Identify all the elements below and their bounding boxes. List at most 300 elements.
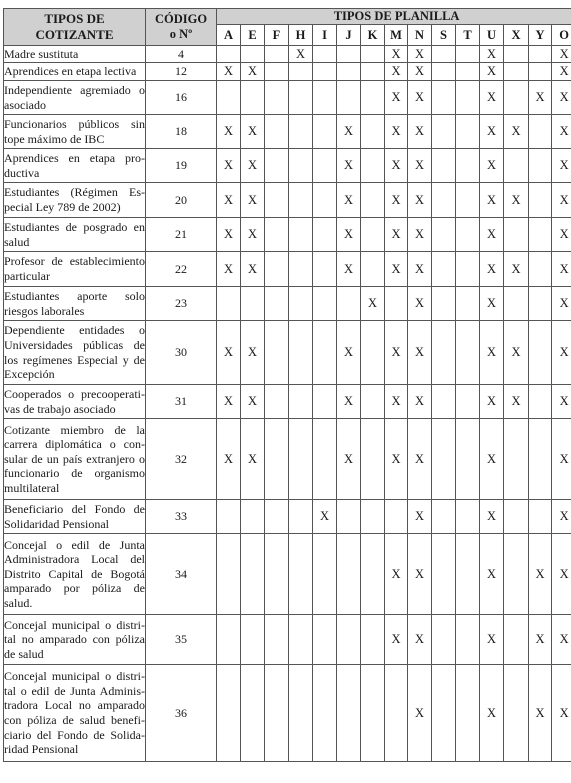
planilla-mark: [289, 63, 313, 81]
planilla-mark: X: [337, 321, 361, 385]
planilla-mark: X: [552, 615, 571, 665]
cotizante-name: Estudiantes de posgrado en salud: [4, 218, 146, 252]
planilla-mark: [337, 500, 361, 534]
planilla-mark: X: [504, 115, 529, 149]
planilla-mark: [504, 63, 529, 81]
planilla-mark: [504, 500, 529, 534]
planilla-mark: [432, 665, 456, 762]
planilla-mark: [265, 615, 289, 665]
cotizante-name: Estudiantes (Régimen Es-pecial Ley 789 de 2002): [4, 183, 146, 218]
planilla-mark: [432, 252, 456, 287]
planilla-mark: X: [480, 321, 504, 385]
planilla-mark: [337, 615, 361, 665]
planilla-mark: [529, 321, 552, 385]
planilla-mark: [337, 81, 361, 115]
planilla-mark: [265, 81, 289, 115]
planilla-mark: X: [385, 419, 408, 500]
planilla-mark: [361, 115, 385, 149]
planilla-mark: X: [241, 149, 265, 183]
header-codigo-sub: o Nº: [169, 27, 193, 41]
planilla-mark: [385, 665, 408, 762]
planilla-mark: [529, 252, 552, 287]
table-row: [4, 252, 571, 287]
planilla-mark: [217, 665, 241, 762]
cotizante-table: [3, 8, 571, 762]
planilla-mark: X: [408, 287, 432, 321]
planilla-mark: X: [552, 419, 571, 500]
planilla-mark: [361, 419, 385, 500]
table-row: [4, 115, 571, 149]
planilla-mark: [504, 419, 529, 500]
planilla-mark: X: [480, 218, 504, 252]
planilla-mark: X: [529, 81, 552, 115]
table-row: [4, 615, 571, 665]
planilla-mark: [361, 321, 385, 385]
planilla-mark: [456, 46, 480, 63]
planilla-mark: [337, 63, 361, 81]
header-codigo: [146, 9, 217, 46]
planilla-mark: X: [408, 149, 432, 183]
planilla-mark: [456, 419, 480, 500]
header-letter: X: [504, 25, 529, 46]
planilla-mark: X: [529, 534, 552, 615]
planilla-mark: [241, 500, 265, 534]
planilla-mark: [361, 81, 385, 115]
planilla-mark: [432, 149, 456, 183]
header-codigo-label: CÓDIGO: [154, 12, 208, 26]
planilla-mark: X: [552, 665, 571, 762]
cotizante-code: 32: [146, 419, 217, 500]
header-letter: U: [480, 25, 504, 46]
planilla-mark: X: [552, 500, 571, 534]
planilla-mark: X: [385, 252, 408, 287]
planilla-mark: [241, 81, 265, 115]
planilla-mark: [361, 500, 385, 534]
planilla-mark: [241, 665, 265, 762]
planilla-mark: X: [289, 46, 313, 63]
cotizante-name: Cotizante miembro de la carrera diplomática o con-sular de un país extranjero o funcionario de organismo multilateral: [4, 419, 146, 500]
planilla-mark: X: [241, 63, 265, 81]
planilla-mark: [265, 46, 289, 63]
header-letter: O: [552, 25, 571, 46]
planilla-mark: [529, 287, 552, 321]
planilla-mark: [289, 615, 313, 665]
planilla-mark: [432, 287, 456, 321]
planilla-mark: [456, 500, 480, 534]
cotizante-code: 36: [146, 665, 217, 762]
planilla-mark: [432, 615, 456, 665]
planilla-mark: X: [385, 115, 408, 149]
planilla-mark: X: [361, 287, 385, 321]
planilla-mark: X: [504, 252, 529, 287]
planilla-mark: X: [217, 115, 241, 149]
planilla-mark: X: [241, 385, 265, 419]
planilla-mark: [361, 665, 385, 762]
planilla-mark: [529, 63, 552, 81]
cotizante-code: 20: [146, 183, 217, 218]
planilla-mark: X: [480, 252, 504, 287]
planilla-mark: X: [504, 321, 529, 385]
planilla-mark: X: [337, 385, 361, 419]
planilla-mark: X: [480, 149, 504, 183]
planilla-mark: X: [552, 321, 571, 385]
table-row: [4, 149, 571, 183]
planilla-mark: [361, 534, 385, 615]
table-row: [4, 500, 571, 534]
planilla-mark: [432, 63, 456, 81]
planilla-mark: X: [408, 63, 432, 81]
planilla-mark: X: [408, 183, 432, 218]
planilla-mark: [456, 115, 480, 149]
planilla-mark: X: [217, 183, 241, 218]
planilla-mark: X: [337, 115, 361, 149]
header-letter: M: [385, 25, 408, 46]
planilla-mark: X: [529, 615, 552, 665]
cotizante-code: 30: [146, 321, 217, 385]
planilla-mark: X: [552, 63, 571, 81]
planilla-mark: X: [408, 534, 432, 615]
planilla-mark: [385, 287, 408, 321]
planilla-mark: [289, 183, 313, 218]
planilla-mark: [456, 218, 480, 252]
planilla-mark: X: [337, 419, 361, 500]
cotizante-code: 31: [146, 385, 217, 419]
planilla-mark: [504, 81, 529, 115]
planilla-mark: [361, 615, 385, 665]
header-letter: N: [408, 25, 432, 46]
planilla-mark: [265, 115, 289, 149]
planilla-mark: X: [552, 149, 571, 183]
cotizante-name: Profesor de establecimiento particular: [4, 252, 146, 287]
planilla-mark: X: [217, 419, 241, 500]
planilla-mark: [289, 665, 313, 762]
planilla-mark: [217, 46, 241, 63]
table-row: [4, 287, 571, 321]
header-letter: F: [265, 25, 289, 46]
planilla-mark: X: [217, 218, 241, 252]
planilla-mark: X: [480, 419, 504, 500]
cotizante-name: Cooperados o precooperati-vas de trabajo asociado: [4, 385, 146, 419]
planilla-mark: X: [385, 81, 408, 115]
planilla-mark: X: [504, 183, 529, 218]
planilla-mark: X: [552, 534, 571, 615]
planilla-mark: [265, 665, 289, 762]
planilla-mark: [504, 218, 529, 252]
planilla-mark: [265, 534, 289, 615]
planilla-mark: X: [385, 534, 408, 615]
planilla-mark: [265, 218, 289, 252]
planilla-mark: X: [337, 149, 361, 183]
planilla-mark: X: [385, 46, 408, 63]
planilla-mark: X: [337, 183, 361, 218]
planilla-mark: X: [480, 615, 504, 665]
cotizante-code: 22: [146, 252, 217, 287]
planilla-mark: [529, 218, 552, 252]
planilla-mark: [217, 615, 241, 665]
planilla-mark: [217, 81, 241, 115]
planilla-mark: X: [480, 665, 504, 762]
planilla-mark: [432, 115, 456, 149]
planilla-mark: X: [241, 183, 265, 218]
cotizante-code: 12: [146, 63, 217, 81]
table-row: [4, 665, 571, 762]
planilla-mark: [432, 321, 456, 385]
cotizante-name: Concejal municipal o distri-tal no amparado con póliza de salud: [4, 615, 146, 665]
planilla-mark: [432, 81, 456, 115]
cotizante-code: 4: [146, 46, 217, 63]
table-row: [4, 63, 571, 81]
planilla-mark: X: [385, 183, 408, 218]
planilla-mark: [313, 63, 337, 81]
planilla-mark: [289, 149, 313, 183]
cotizante-name: Madre sustituta: [4, 46, 146, 63]
planilla-mark: [241, 287, 265, 321]
planilla-mark: [456, 287, 480, 321]
cotizante-name: Estudiantes aporte solo riesgos laborales: [4, 287, 146, 321]
planilla-mark: [313, 287, 337, 321]
table-row: [4, 81, 571, 115]
planilla-mark: [265, 287, 289, 321]
cotizante-code: 18: [146, 115, 217, 149]
planilla-mark: [289, 81, 313, 115]
table-row: [4, 385, 571, 419]
planilla-mark: [361, 183, 385, 218]
planilla-mark: [456, 183, 480, 218]
header-letter: S: [432, 25, 456, 46]
planilla-mark: X: [552, 287, 571, 321]
planilla-mark: X: [241, 321, 265, 385]
planilla-mark: X: [480, 63, 504, 81]
cotizante-code: 35: [146, 615, 217, 665]
planilla-mark: X: [529, 665, 552, 762]
planilla-mark: X: [552, 46, 571, 63]
planilla-mark: [504, 534, 529, 615]
planilla-mark: X: [552, 115, 571, 149]
planilla-mark: [361, 385, 385, 419]
header-letter: I: [313, 25, 337, 46]
planilla-mark: X: [408, 665, 432, 762]
planilla-mark: [432, 500, 456, 534]
table-row: [4, 218, 571, 252]
cotizante-name: Dependiente entidades o Universidades públicas de los regímenes Especial y de Excepción: [4, 321, 146, 385]
planilla-mark: X: [480, 115, 504, 149]
planilla-mark: X: [480, 287, 504, 321]
planilla-mark: [456, 321, 480, 385]
planilla-mark: [241, 534, 265, 615]
planilla-mark: [265, 321, 289, 385]
planilla-mark: [504, 46, 529, 63]
cotizante-name: Funcionarios públicos sin tope máximo de IBC: [4, 115, 146, 149]
cotizante-code: 21: [146, 218, 217, 252]
planilla-mark: [456, 665, 480, 762]
planilla-mark: [504, 665, 529, 762]
planilla-mark: [337, 287, 361, 321]
planilla-mark: [504, 287, 529, 321]
planilla-mark: [337, 534, 361, 615]
planilla-mark: [265, 183, 289, 218]
cotizante-code: 19: [146, 149, 217, 183]
table-row: [4, 183, 571, 218]
planilla-mark: [456, 385, 480, 419]
planilla-mark: X: [241, 252, 265, 287]
table-body: [4, 46, 571, 762]
planilla-mark: X: [385, 149, 408, 183]
planilla-mark: [361, 218, 385, 252]
planilla-mark: [361, 149, 385, 183]
planilla-mark: X: [408, 252, 432, 287]
planilla-mark: [289, 218, 313, 252]
planilla-mark: [361, 46, 385, 63]
planilla-mark: [313, 534, 337, 615]
header-tipos-cotizante: TIPOS DE COTIZANTE: [4, 9, 146, 46]
planilla-mark: [265, 149, 289, 183]
planilla-mark: [456, 615, 480, 665]
planilla-mark: [217, 534, 241, 615]
planilla-mark: X: [504, 385, 529, 419]
planilla-mark: X: [217, 63, 241, 81]
header-letter: J: [337, 25, 361, 46]
planilla-mark: [265, 63, 289, 81]
planilla-mark: [217, 500, 241, 534]
planilla-mark: [456, 149, 480, 183]
planilla-mark: [313, 419, 337, 500]
cotizante-code: 16: [146, 81, 217, 115]
planilla-mark: [289, 534, 313, 615]
planilla-mark: X: [552, 183, 571, 218]
planilla-mark: X: [241, 419, 265, 500]
planilla-mark: [529, 115, 552, 149]
planilla-mark: [241, 46, 265, 63]
planilla-mark: [265, 252, 289, 287]
planilla-mark: X: [241, 218, 265, 252]
planilla-mark: [361, 252, 385, 287]
planilla-mark: X: [408, 615, 432, 665]
planilla-mark: [432, 218, 456, 252]
planilla-mark: [529, 419, 552, 500]
planilla-mark: X: [480, 46, 504, 63]
planilla-mark: [456, 534, 480, 615]
header-letter: A: [217, 25, 241, 46]
planilla-mark: [289, 321, 313, 385]
planilla-mark: [313, 115, 337, 149]
header-tipos-planilla: TIPOS DE PLANILLA: [217, 9, 571, 25]
planilla-mark: [313, 252, 337, 287]
header-letter: E: [241, 25, 265, 46]
planilla-mark: [313, 218, 337, 252]
table-row: [4, 534, 571, 615]
planilla-mark: X: [385, 321, 408, 385]
cotizante-code: 23: [146, 287, 217, 321]
planilla-mark: X: [552, 252, 571, 287]
planilla-mark: [265, 500, 289, 534]
header-letter: H: [289, 25, 313, 46]
planilla-mark: [313, 665, 337, 762]
planilla-mark: [337, 665, 361, 762]
planilla-mark: [289, 385, 313, 419]
planilla-mark: [432, 46, 456, 63]
planilla-mark: [265, 385, 289, 419]
planilla-mark: X: [552, 385, 571, 419]
planilla-mark: X: [385, 615, 408, 665]
planilla-mark: X: [480, 81, 504, 115]
planilla-mark: X: [217, 321, 241, 385]
table-row: [4, 321, 571, 385]
cotizante-name: Beneficiario del Fondo de Solidaridad Pensional: [4, 500, 146, 534]
cotizante-code: 34: [146, 534, 217, 615]
cotizante-name: Concejal o edil de Junta Administradora Local del Distrito Capital de Bogotá amparado por póliza de salud.: [4, 534, 146, 615]
planilla-mark: [289, 419, 313, 500]
planilla-mark: [313, 81, 337, 115]
planilla-mark: [313, 183, 337, 218]
planilla-mark: [529, 385, 552, 419]
planilla-mark: X: [480, 500, 504, 534]
header-letter: T: [456, 25, 480, 46]
planilla-mark: [265, 419, 289, 500]
planilla-mark: [289, 287, 313, 321]
planilla-mark: X: [408, 81, 432, 115]
table-row: [4, 419, 571, 500]
planilla-mark: X: [337, 218, 361, 252]
planilla-mark: [432, 534, 456, 615]
cotizante-name: Concejal municipal o distri-tal o edil de Junta Adminis-tradora Local no amparado con póliza de salud benefi-ciario del Fondo de Solida-ridad Pensional: [4, 665, 146, 762]
cotizante-name: Aprendices en etapa lectiva: [4, 63, 146, 81]
planilla-mark: X: [552, 81, 571, 115]
planilla-mark: [529, 149, 552, 183]
planilla-mark: [456, 63, 480, 81]
planilla-mark: X: [217, 149, 241, 183]
planilla-mark: X: [552, 218, 571, 252]
planilla-mark: [529, 46, 552, 63]
header-letter: K: [361, 25, 385, 46]
planilla-mark: [456, 252, 480, 287]
planilla-mark: X: [217, 252, 241, 287]
planilla-mark: [432, 385, 456, 419]
planilla-mark: X: [408, 500, 432, 534]
planilla-mark: [504, 149, 529, 183]
planilla-mark: [337, 46, 361, 63]
planilla-mark: [432, 419, 456, 500]
planilla-mark: X: [408, 385, 432, 419]
planilla-mark: [385, 500, 408, 534]
planilla-mark: [313, 321, 337, 385]
planilla-mark: X: [480, 385, 504, 419]
planilla-mark: X: [480, 534, 504, 615]
planilla-mark: X: [337, 252, 361, 287]
planilla-mark: [313, 615, 337, 665]
planilla-mark: [313, 149, 337, 183]
planilla-mark: [313, 46, 337, 63]
planilla-mark: [432, 183, 456, 218]
planilla-mark: X: [241, 115, 265, 149]
planilla-mark: X: [480, 183, 504, 218]
planilla-mark: [289, 115, 313, 149]
cotizante-name: Independiente agremiado o asociado: [4, 81, 146, 115]
planilla-mark: X: [313, 500, 337, 534]
planilla-mark: X: [408, 419, 432, 500]
planilla-mark: X: [385, 63, 408, 81]
header-letter: Y: [529, 25, 552, 46]
planilla-mark: X: [217, 385, 241, 419]
planilla-mark: [456, 81, 480, 115]
cotizante-code: 33: [146, 500, 217, 534]
planilla-mark: [529, 500, 552, 534]
planilla-mark: [289, 500, 313, 534]
planilla-mark: X: [408, 115, 432, 149]
planilla-mark: X: [385, 218, 408, 252]
planilla-mark: X: [408, 46, 432, 63]
planilla-mark: [289, 252, 313, 287]
planilla-mark: [217, 287, 241, 321]
